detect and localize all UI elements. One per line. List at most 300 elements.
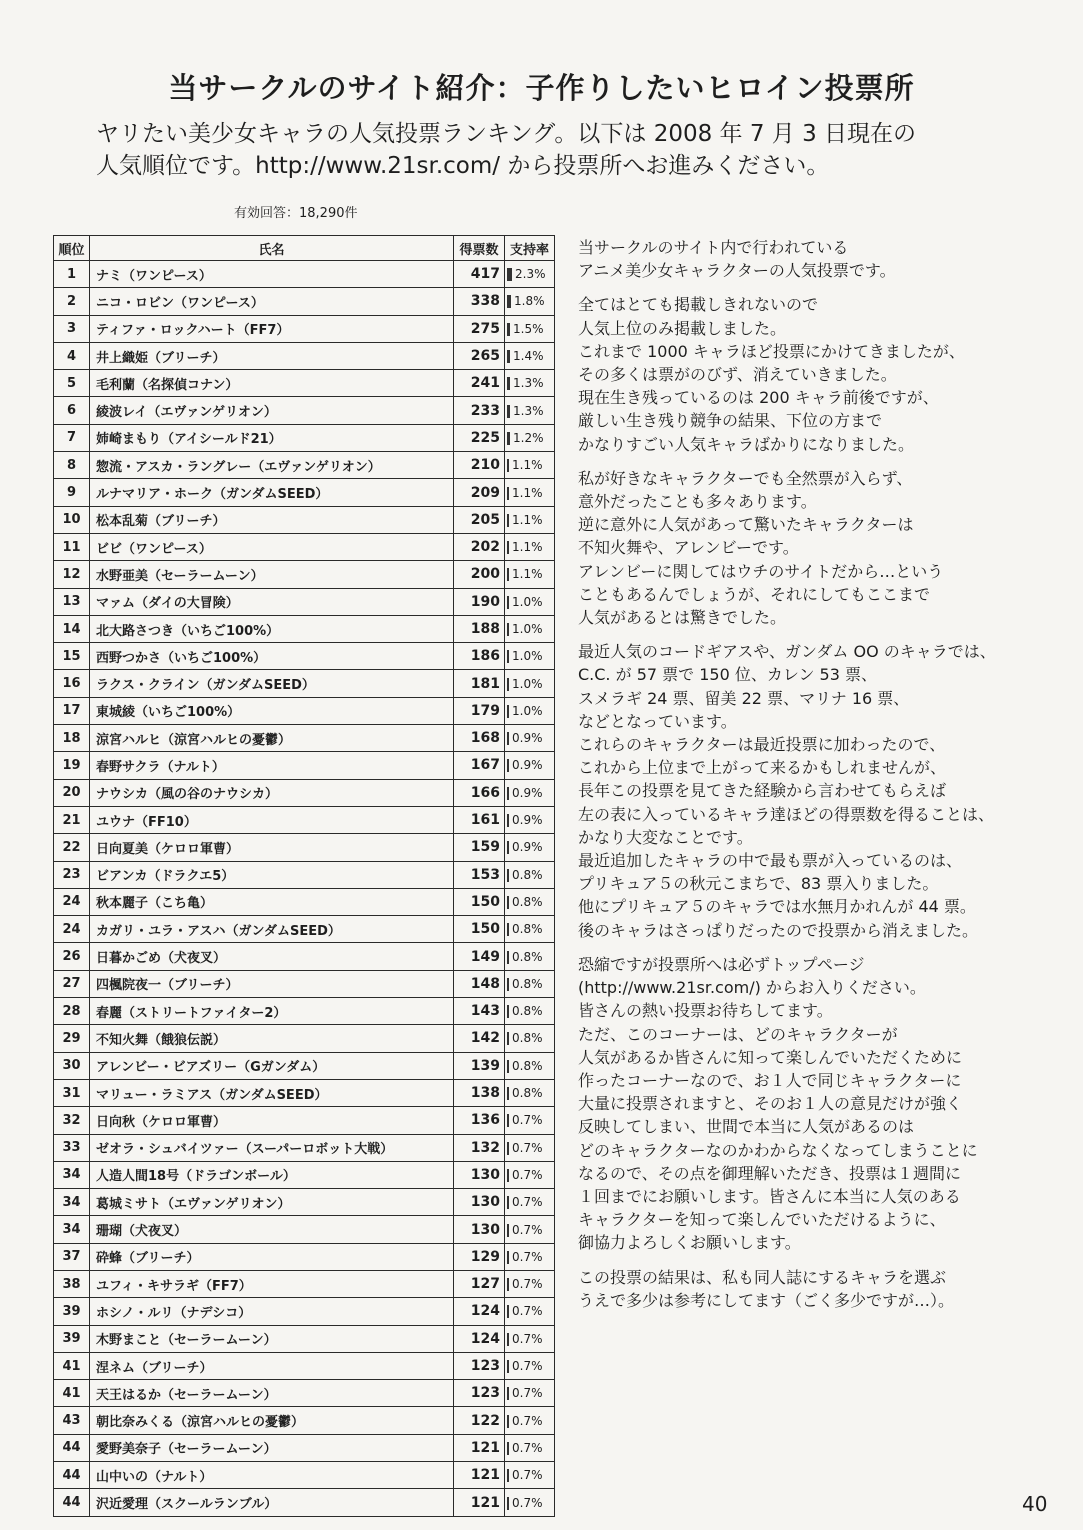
- rank-cell: 16: [54, 670, 90, 697]
- table-row: [54, 1134, 555, 1161]
- body-line: 他にプリキュア５のキャラでは水無月かれんが 44 票。: [578, 897, 976, 917]
- body-line: (http://www.21sr.com/) からお入りください。: [578, 978, 926, 998]
- rate-cell: [505, 288, 555, 315]
- rate-bar: [507, 1224, 509, 1237]
- table-row: [54, 916, 555, 943]
- body-line: 逆に意外に人気があって驚いたキャラクターは: [578, 515, 914, 535]
- header-votes: 得票数: [454, 236, 505, 261]
- votes-cell: 123: [454, 1380, 505, 1407]
- rate-cell: [505, 1462, 555, 1489]
- table-row: [54, 1352, 555, 1379]
- body-line: この投票の結果は、私も同人誌にするキャラを選ぶ: [578, 1267, 947, 1287]
- body-line: 長年この投票を見てきた経験から言わせてもらえば: [578, 781, 947, 801]
- rank-cell: 34: [54, 1189, 90, 1216]
- table-row: [54, 1052, 555, 1079]
- rate-bar: [507, 1278, 509, 1291]
- rate-cell: [505, 315, 555, 342]
- votes-cell: 153: [454, 861, 505, 888]
- rank-cell: 1: [54, 261, 90, 288]
- table-row: [54, 1216, 555, 1243]
- votes-cell: 210: [454, 452, 505, 479]
- rank-cell: 18: [54, 725, 90, 752]
- body-line: プリキュア５の秋元こまちで、83 票入りました。: [578, 874, 939, 894]
- rank-cell: 14: [54, 615, 90, 642]
- name-cell: 珊瑚（犬夜叉）: [90, 1216, 454, 1243]
- body-line: アニメ美少女キャラクターの人気投票です。: [578, 261, 896, 281]
- rate-bar: [507, 623, 509, 636]
- name-cell: 姉崎まもり（アイシールド21）: [90, 424, 454, 451]
- rank-cell: 24: [54, 888, 90, 915]
- table-row: [54, 1325, 555, 1352]
- rate-cell: [505, 1407, 555, 1434]
- rate-bar: [507, 1305, 509, 1318]
- body-line: 皆さんの熱い投票お待ちしてます。: [578, 1001, 833, 1021]
- rate-label: 1.0%: [512, 622, 543, 636]
- body-paragraph: [578, 1266, 1068, 1312]
- rank-cell: 22: [54, 834, 90, 861]
- name-cell: 山中いの（ナルト）: [90, 1462, 454, 1489]
- body-line: 左の表に入っているキャラ達ほどの得票数を得ることは、: [578, 804, 995, 824]
- rate-label: 0.9%: [512, 731, 543, 746]
- votes-cell: 121: [454, 1434, 505, 1461]
- intro-line: ヤリたい美少女キャラの人気投票ランキング。以下は 2008 年 7 月 3 日現在の: [96, 121, 917, 147]
- table-row: [54, 1407, 555, 1434]
- rank-cell: 11: [54, 533, 90, 560]
- name-cell: 西野つかさ（いちご100%）: [90, 643, 454, 670]
- rate-label: 0.7%: [512, 1468, 543, 1483]
- rank-cell: 29: [54, 1025, 90, 1052]
- votes-cell: 138: [454, 1079, 505, 1106]
- name-cell: 葛城ミサト（エヴァンゲリオン）: [90, 1189, 454, 1216]
- name-cell: ナミ（ワンピース）: [90, 261, 454, 288]
- rate-bar: [507, 1005, 509, 1018]
- rank-cell: 31: [54, 1079, 90, 1106]
- rate-label: 0.7%: [512, 1277, 543, 1292]
- table-row: [54, 1462, 555, 1489]
- rate-label: 0.7%: [512, 1413, 543, 1428]
- rate-cell: [505, 479, 555, 506]
- rate-bar: [507, 814, 509, 827]
- rate-label: 2.3%: [515, 267, 546, 282]
- table-row: [54, 806, 555, 833]
- table-row: [54, 697, 555, 724]
- rate-bar: [507, 487, 509, 500]
- name-cell: 日暮かごめ（犬夜叉）: [90, 943, 454, 970]
- rank-cell: 44: [54, 1489, 90, 1516]
- rate-label: 0.7%: [512, 1304, 543, 1319]
- votes-cell: 130: [454, 1216, 505, 1243]
- votes-cell: 338: [454, 288, 505, 315]
- rate-label: 1.3%: [513, 376, 544, 391]
- votes-cell: 121: [454, 1462, 505, 1489]
- rank-cell: 4: [54, 342, 90, 369]
- rate-cell: [505, 888, 555, 915]
- body-line: 当サークルのサイト内で行われている: [578, 238, 849, 257]
- body-line: 意外だったことも多々あります。: [578, 492, 817, 512]
- name-cell: 沢近愛理（スクールランブル）: [90, 1489, 454, 1516]
- body-line: 不知火舞や、アレンビーです。: [578, 538, 799, 558]
- rate-bar: [507, 1360, 509, 1373]
- rate-bar: [507, 1497, 509, 1510]
- rate-bar: [507, 1114, 509, 1127]
- body-line: 現在生き残っているのは 200 キャラ前後ですが、: [578, 388, 939, 408]
- rate-label: 1.0%: [512, 594, 543, 609]
- rate-cell: [505, 1079, 555, 1106]
- rate-cell: [505, 998, 555, 1025]
- rate-bar: [507, 1032, 509, 1045]
- body-paragraph: [578, 467, 1068, 629]
- rank-cell: 23: [54, 861, 90, 888]
- rank-cell: 2: [54, 288, 90, 315]
- rate-cell: [505, 943, 555, 970]
- body-paragraph: [578, 640, 1068, 942]
- rate-bar: [507, 1060, 509, 1073]
- rate-label: 0.8%: [512, 1086, 543, 1101]
- rank-cell: 20: [54, 779, 90, 806]
- rate-label: 0.7%: [512, 1386, 543, 1401]
- votes-cell: 200: [454, 561, 505, 588]
- rate-label: 1.4%: [513, 349, 544, 364]
- name-cell: 秋本麗子（こち亀）: [90, 888, 454, 915]
- body-line: かなり大変なことです。: [578, 827, 753, 847]
- rate-cell: [505, 506, 555, 533]
- intro-line: 人気順位です。http://www.21sr.com/ から投票所へお進みください。: [96, 153, 830, 179]
- table-row: [54, 1025, 555, 1052]
- rate-label: 1.0%: [512, 676, 543, 691]
- rate-bar: [507, 650, 509, 663]
- rank-cell: 5: [54, 370, 90, 397]
- rate-bar: [507, 896, 509, 909]
- name-cell: ティファ・ロックハート（FF7）: [90, 315, 454, 342]
- votes-cell: 124: [454, 1325, 505, 1352]
- table-row: [54, 533, 555, 560]
- rate-cell: [505, 670, 555, 697]
- body-line: スメラギ 24 票、留美 22 票、マリナ 16 票、: [578, 688, 910, 708]
- votes-cell: 188: [454, 615, 505, 642]
- votes-cell: 150: [454, 916, 505, 943]
- rate-bar: [507, 1442, 509, 1455]
- rank-cell: 34: [54, 1216, 90, 1243]
- rate-cell: [505, 397, 555, 424]
- rate-label: 0.8%: [512, 1004, 543, 1019]
- rank-cell: 28: [54, 998, 90, 1025]
- table-row: [54, 1189, 555, 1216]
- rate-bar: [507, 787, 509, 800]
- table-row: [54, 370, 555, 397]
- votes-cell: 123: [454, 1352, 505, 1379]
- rate-cell: [505, 1298, 555, 1325]
- rate-bar: [507, 1333, 509, 1346]
- rate-label: 1.3%: [513, 403, 544, 418]
- rate-cell: [505, 261, 555, 288]
- rate-bar: [507, 432, 510, 445]
- name-cell: ラクス・クライン（ガンダムSEED）: [90, 670, 454, 697]
- rate-label: 1.1%: [512, 458, 543, 473]
- votes-cell: 205: [454, 506, 505, 533]
- table-row: [54, 888, 555, 915]
- rate-cell: [505, 916, 555, 943]
- rate-label: 1.5%: [513, 321, 544, 336]
- rate-label: 0.7%: [512, 1113, 543, 1128]
- table-row: [54, 725, 555, 752]
- paragraph-gap: [578, 456, 1068, 467]
- rate-cell: [505, 588, 555, 615]
- name-cell: ユフィ・キサラギ（FF7）: [90, 1270, 454, 1297]
- rate-label: 0.8%: [512, 949, 543, 964]
- rate-label: 0.8%: [512, 1031, 543, 1046]
- name-cell: 木野まこと（セーラームーン）: [90, 1325, 454, 1352]
- name-cell: 日向秋（ケロロ軍曹）: [90, 1107, 454, 1134]
- rank-cell: 41: [54, 1380, 90, 1407]
- name-cell: 不知火舞（餓狼伝説）: [90, 1025, 454, 1052]
- name-cell: 惣流・アスカ・ラングレー（エヴァンゲリオン）: [90, 452, 454, 479]
- table-row: [54, 1079, 555, 1106]
- rate-cell: [505, 561, 555, 588]
- name-cell: 砕蜂（ブリーチ）: [90, 1243, 454, 1270]
- rate-label: 0.7%: [512, 1222, 543, 1237]
- name-cell: 春野サクラ（ナルト）: [90, 752, 454, 779]
- header-rank: 順位: [54, 236, 90, 261]
- body-line: C.C. が 57 票で 150 位、カレン 53 票、: [578, 665, 877, 685]
- rate-bar: [507, 1196, 509, 1209]
- rate-bar: [507, 405, 510, 418]
- body-text: [578, 236, 1068, 1312]
- name-cell: ナウシカ（風の谷のナウシカ）: [90, 779, 454, 806]
- body-line: うえで多少は参考にしてます（ごく多少ですが…）。: [578, 1290, 955, 1310]
- rate-bar: [507, 541, 509, 554]
- votes-cell: 130: [454, 1189, 505, 1216]
- rate-cell: [505, 533, 555, 560]
- votes-cell: 179: [454, 697, 505, 724]
- body-paragraph: [578, 293, 1068, 455]
- rate-cell: [505, 779, 555, 806]
- rate-cell: [505, 725, 555, 752]
- rank-cell: 19: [54, 752, 90, 779]
- votes-cell: 150: [454, 888, 505, 915]
- rate-label: 0.8%: [512, 1058, 543, 1073]
- rate-label: 1.2%: [513, 430, 544, 445]
- name-cell: 水野亜美（セーラームーン）: [90, 561, 454, 588]
- name-cell: 朝比奈みくる（涼宮ハルヒの憂鬱）: [90, 1407, 454, 1434]
- votes-cell: 148: [454, 970, 505, 997]
- name-cell: ビビ（ワンピース）: [90, 533, 454, 560]
- rank-cell: 44: [54, 1434, 90, 1461]
- body-line: 最近人気のコードギアスや、ガンダム OO のキャラでは、: [578, 642, 996, 662]
- rate-label: 0.9%: [512, 840, 543, 855]
- name-cell: ユウナ（FF10）: [90, 806, 454, 833]
- rate-label: 1.1%: [512, 512, 543, 527]
- body-line: 恐縮ですが投票所へは必ずトップページ: [578, 954, 865, 974]
- body-line: 反映してしまい、世間で本当に人気があるのは: [578, 1117, 915, 1137]
- body-line: 御協力よろしくお願いします。: [578, 1233, 801, 1253]
- body-line: 最近追加したキャラの中で最も票が入っているのは、: [578, 851, 963, 871]
- rate-cell: [505, 615, 555, 642]
- rate-bar: [507, 568, 509, 581]
- votes-cell: 202: [454, 533, 505, 560]
- rank-cell: 26: [54, 943, 90, 970]
- rank-cell: 37: [54, 1243, 90, 1270]
- rate-label: 0.8%: [512, 867, 543, 882]
- rank-cell: 30: [54, 1052, 90, 1079]
- table-row: [54, 397, 555, 424]
- rate-label: 1.1%: [512, 567, 543, 582]
- table-row: [54, 288, 555, 315]
- rate-label: 0.7%: [512, 1331, 543, 1346]
- name-cell: 人造人間18号（ドラゴンボール）: [90, 1161, 454, 1188]
- body-line: 人気があるとは驚きでした。: [578, 608, 787, 628]
- name-cell: 天王はるか（セーラームーン）: [90, 1380, 454, 1407]
- votes-cell: 167: [454, 752, 505, 779]
- rate-cell: [505, 342, 555, 369]
- table-row: [54, 970, 555, 997]
- rate-cell: [505, 1107, 555, 1134]
- table-header-row: [54, 236, 555, 261]
- rate-cell: [505, 1189, 555, 1216]
- rate-bar: [507, 350, 510, 363]
- rate-bar: [507, 1087, 509, 1100]
- rank-cell: 39: [54, 1325, 90, 1352]
- name-cell: 春麗（ストリートファイター2）: [90, 998, 454, 1025]
- body-line: 大量に投票されますと、そのお１人の意見だけが強く: [578, 1094, 963, 1114]
- paragraph-gap: [578, 942, 1068, 953]
- rank-cell: 17: [54, 697, 90, 724]
- rate-cell: [505, 1270, 555, 1297]
- rate-bar: [507, 323, 510, 336]
- body-line: 全てはとても掲載しきれないので: [578, 295, 819, 315]
- rank-cell: 33: [54, 1134, 90, 1161]
- valid-responses: 有効回答：18,290件: [234, 206, 358, 221]
- table-row: [54, 1298, 555, 1325]
- votes-cell: 275: [454, 315, 505, 342]
- name-cell: マァム（ダイの大冒険）: [90, 588, 454, 615]
- table-row: [54, 998, 555, 1025]
- rate-label: 0.8%: [512, 922, 543, 937]
- ranking-table: [53, 235, 555, 1517]
- body-line: 人気があるか皆さんに知って楽しんでいただくために: [578, 1047, 963, 1067]
- votes-cell: 130: [454, 1161, 505, 1188]
- rate-bar: [507, 1251, 509, 1264]
- rate-label: 0.7%: [512, 1495, 543, 1510]
- rank-cell: 9: [54, 479, 90, 506]
- rate-cell: [505, 806, 555, 833]
- rate-label: 0.8%: [512, 976, 543, 991]
- rank-cell: 13: [54, 588, 90, 615]
- body-line: キャラクターを知って楽しんでいただけるように、: [578, 1210, 946, 1230]
- name-cell: 毛利蘭（名探偵コナン）: [90, 370, 454, 397]
- name-cell: 北大路さつき（いちご100%）: [90, 615, 454, 642]
- votes-cell: 124: [454, 1298, 505, 1325]
- header-name: 氏名: [90, 236, 454, 261]
- rate-cell: [505, 1325, 555, 1352]
- rate-label: 0.7%: [512, 1440, 543, 1455]
- table-row: [54, 561, 555, 588]
- name-cell: 井上織姫（ブリーチ）: [90, 342, 454, 369]
- body-line: こともあるんでしょうが、それにしてもここまで: [578, 584, 931, 604]
- rate-cell: [505, 861, 555, 888]
- rate-bar: [507, 732, 509, 745]
- body-line: かなりすごい人気キャラばかりになりました。: [578, 434, 915, 454]
- name-cell: ニコ・ロビン（ワンピース）: [90, 288, 454, 315]
- rate-label: 1.1%: [512, 540, 543, 555]
- name-cell: 綾波レイ（エヴァンゲリオン）: [90, 397, 454, 424]
- table-row: [54, 861, 555, 888]
- table-row: [54, 615, 555, 642]
- rate-cell: [505, 452, 555, 479]
- rate-cell: [505, 1052, 555, 1079]
- rate-bar: [507, 596, 509, 609]
- rate-label: 0.7%: [512, 1359, 543, 1374]
- body-line: 後のキャラはさっぱりだったので投票から消えました。: [578, 920, 979, 940]
- body-line: １回までにお願いします。皆さんに本当に人気のある: [578, 1186, 961, 1206]
- rate-bar: [507, 759, 509, 772]
- table-row: [54, 1434, 555, 1461]
- rate-cell: [505, 370, 555, 397]
- votes-cell: 190: [454, 588, 505, 615]
- rate-bar: [507, 869, 509, 882]
- rank-cell: 10: [54, 506, 90, 533]
- votes-cell: 136: [454, 1107, 505, 1134]
- rate-bar: [507, 678, 509, 691]
- votes-cell: 209: [454, 479, 505, 506]
- rate-cell: [505, 752, 555, 779]
- rate-bar: [507, 459, 509, 472]
- rank-cell: 15: [54, 643, 90, 670]
- rank-cell: 38: [54, 1270, 90, 1297]
- rate-cell: [505, 1025, 555, 1052]
- name-cell: ルナマリア・ホーク（ガンダムSEED）: [90, 479, 454, 506]
- table-row: [54, 479, 555, 506]
- table-row: [54, 315, 555, 342]
- rank-cell: 8: [54, 452, 90, 479]
- table-row: [54, 1380, 555, 1407]
- name-cell: 四楓院夜一（ブリーチ）: [90, 970, 454, 997]
- rate-cell: [505, 1161, 555, 1188]
- rate-bar: [507, 514, 509, 527]
- ranking-table-body: [54, 261, 555, 1517]
- rate-bar: [507, 1169, 509, 1182]
- rate-label: 0.7%: [512, 1195, 543, 1210]
- intro-text: [96, 118, 1036, 182]
- rank-cell: 27: [54, 970, 90, 997]
- rate-label: 0.8%: [512, 894, 543, 909]
- rate-label: 1.0%: [512, 649, 543, 664]
- rank-cell: 32: [54, 1107, 90, 1134]
- table-row: [54, 943, 555, 970]
- table-row: [54, 1243, 555, 1270]
- rate-bar: [507, 295, 511, 308]
- name-cell: ホシノ・ルリ（ナデシコ）: [90, 1298, 454, 1325]
- votes-cell: 132: [454, 1134, 505, 1161]
- rate-cell: [505, 1243, 555, 1270]
- votes-cell: 186: [454, 643, 505, 670]
- rate-bar: [507, 1387, 509, 1400]
- body-paragraph: [578, 236, 1068, 282]
- body-line: これらのキャラクターは最近投票に加わったので、: [578, 735, 946, 755]
- table-row: [54, 342, 555, 369]
- rate-bar: [507, 923, 509, 936]
- rate-bar: [507, 978, 509, 991]
- body-line: どのキャラクターなのかわからなくなってしまうことに: [578, 1140, 978, 1160]
- votes-cell: 417: [454, 261, 505, 288]
- rate-label: 0.9%: [512, 785, 543, 800]
- votes-cell: 166: [454, 779, 505, 806]
- votes-cell: 265: [454, 342, 505, 369]
- table-row: [54, 779, 555, 806]
- table-row: [54, 1270, 555, 1297]
- name-cell: 松本乱菊（ブリーチ）: [90, 506, 454, 533]
- rank-cell: 44: [54, 1462, 90, 1489]
- name-cell: 東城綾（いちご100%）: [90, 697, 454, 724]
